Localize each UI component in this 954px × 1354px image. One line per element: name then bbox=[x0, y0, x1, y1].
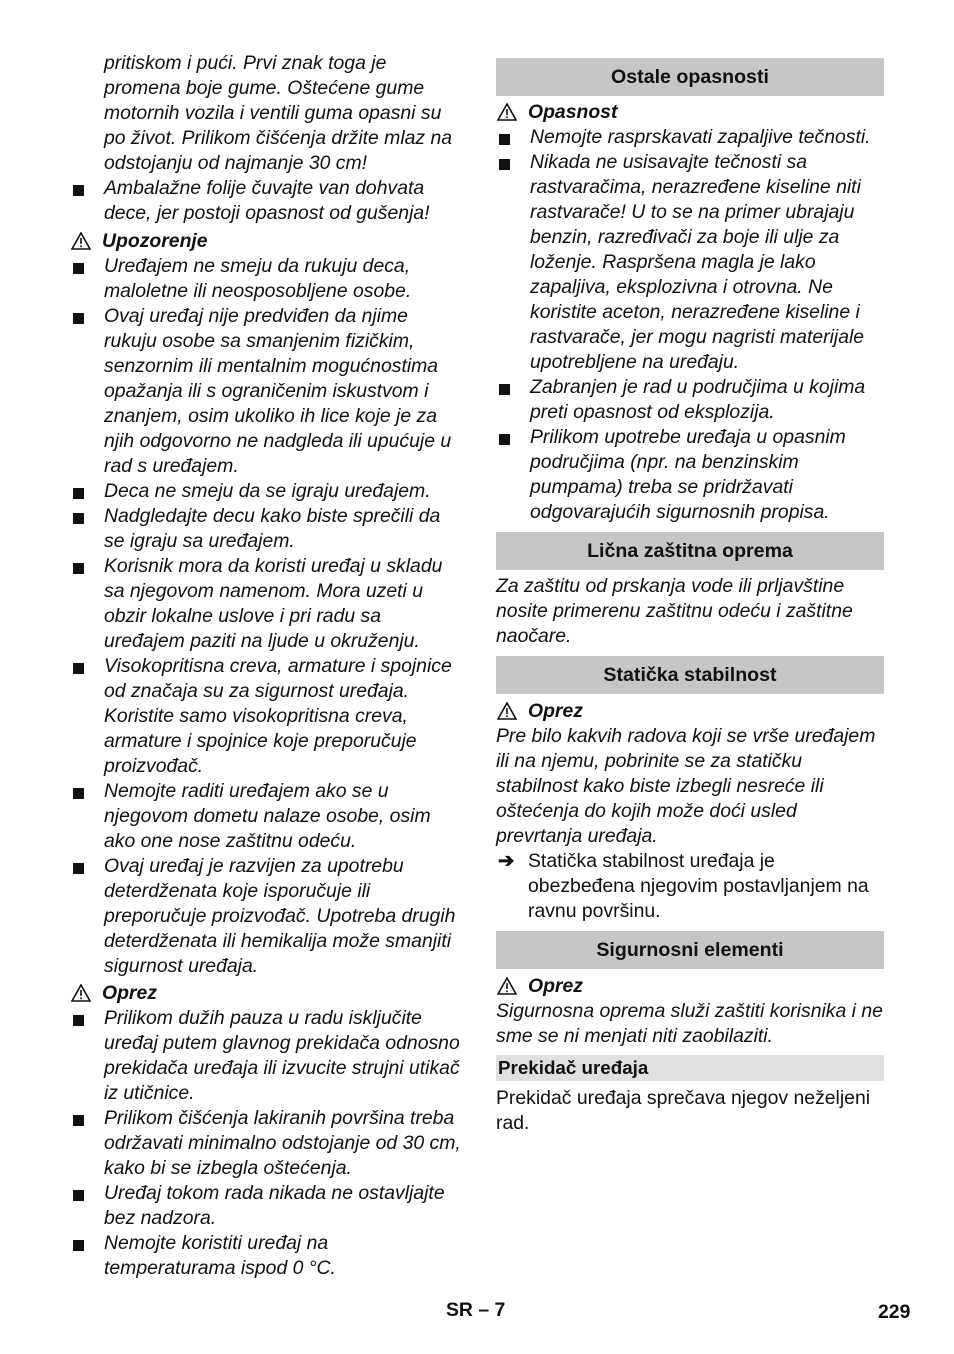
list-item: Nemojte rasprskavati zapaljive tečnosti. bbox=[496, 125, 884, 150]
bullet-square-icon bbox=[73, 1240, 84, 1251]
caution-label: Oprez bbox=[496, 699, 884, 724]
bullet-square-icon bbox=[499, 434, 510, 445]
list-item: Prilikom upotrebe uređaja u opasnim područjima (npr. na benzinskim pumpama) treba se pridržavati odgovarajućih sigurnosnih propisa. bbox=[496, 425, 884, 525]
section-heading-personal-protective-equipment: Lična zaštitna oprema bbox=[496, 532, 884, 570]
warning-triangle-icon bbox=[497, 103, 517, 121]
bullet-square-icon bbox=[73, 488, 84, 499]
section-paragraph: Za zaštitu od prskanja vode ili prljavštine nosite primerenu zaštitnu odeću i zaštitne naočare. bbox=[496, 575, 853, 647]
section-paragraph: Sigurnosna oprema služi zaštiti korisnika i ne sme se ni menjati niti zaobilaziti. bbox=[496, 1000, 883, 1047]
bullet-square-icon bbox=[73, 788, 84, 799]
bullet-square-icon bbox=[499, 134, 510, 145]
bullet-square-icon bbox=[73, 513, 84, 524]
warning-triangle-icon bbox=[497, 702, 517, 720]
list-item: Ovaj uređaj nije predviđen da njime rukuju osobe sa smanjenim fizičkim, senzornim ili mentalnim mogućnostima opažanja ili s ograničenim iskustvom i znanjem, osim ukoliko ih lice koje je za njih odgovorno ne nadgleda ili upućuje u rad s uređajem. bbox=[70, 304, 462, 479]
caution-label: Oprez bbox=[70, 981, 462, 1006]
bullet-square-icon bbox=[499, 384, 510, 395]
list-item: Korisnik mora da koristi uređaj u skladu sa njegovom namenom. Mora uzeti u obzir lokalne uslove i pri radu sa uređajem paziti na ljude u okruženju. bbox=[70, 554, 462, 654]
caution-label: Oprez bbox=[496, 974, 884, 999]
bullet-square-icon bbox=[73, 1115, 84, 1126]
danger-label: Opasnost bbox=[496, 100, 884, 125]
warning-triangle-icon bbox=[71, 984, 91, 1002]
bullet-square-icon bbox=[73, 263, 84, 274]
danger-list bbox=[496, 125, 884, 525]
list-item: Visokopritisna creva, armature i spojnice od značaja su za sigurnost uređaja. Koristite samo visokopritisna creva, armature i spojnice koje preporučuje proizvođač. bbox=[70, 654, 462, 779]
list-item: Uređaj tokom rada nikada ne ostavljajte bez nadzora. bbox=[70, 1181, 462, 1231]
bullet-square-icon bbox=[73, 313, 84, 324]
list-item: Prilikom čišćenja lakiranih površina treba održavati minimalno odstojanje od 30 cm, kako bi se izbegla oštećenja. bbox=[70, 1106, 462, 1181]
list-item: Uređajem ne smeju da rukuju deca, maloletne ili neosposobljene osobe. bbox=[70, 254, 462, 304]
bullet-square-icon bbox=[73, 1015, 84, 1026]
page-number: 229 bbox=[878, 1301, 911, 1323]
warning-triangle-icon bbox=[71, 232, 91, 250]
section-heading-other-hazards: Ostale opasnosti bbox=[496, 58, 884, 96]
instruction-step: ➔ Statička stabilnost uređaja je obezbeđena njegovim postavljanjem na ravnu površinu. bbox=[498, 850, 869, 922]
list-item: Zabranjen je rad u područjima u kojima preti opasnost od eksplozija. bbox=[496, 375, 884, 425]
bullet-square-icon bbox=[73, 563, 84, 574]
bullet-square-icon bbox=[499, 159, 510, 170]
subsection-heading-device-switch: Prekidač uređaja bbox=[496, 1055, 884, 1081]
list-item: Prilikom dužih pauza u radu isključite uređaj putem glavnog prekidača odnosno prekidača uređaja ili izvucite strujni utikač iz utičnice. bbox=[70, 1006, 462, 1106]
list-item: Ambalažne folije čuvajte van dohvata dece, jer postoji opasnost od gušenja! bbox=[70, 176, 462, 226]
section-paragraph: Prekidač uređaja sprečava njegov neželjeni rad. bbox=[496, 1087, 871, 1134]
bullet-square-icon bbox=[73, 863, 84, 874]
caution-list bbox=[70, 1006, 462, 1281]
section-heading-static-stability: Statička stabilnost bbox=[496, 656, 884, 694]
list-item: Nikada ne usisavajte tečnosti sa rastvaračima, nerazređene kiseline niti rastvarače! U to se na primer ubrajaju benzin, razređivači za boje ili ulje za loženje. Raspršena magla je lako zapaljiva, eksplozivna i otrovna. Ne koristite aceton, nerazređene kiseline i rastvarače, jer mogu nagristi materijale upotrebljene na uređaju. bbox=[496, 150, 884, 375]
bullet-square-icon bbox=[73, 1190, 84, 1201]
arrow-right-icon: ➔ bbox=[498, 850, 515, 872]
footer-section-label: SR – 7 bbox=[446, 1299, 506, 1321]
right-column bbox=[496, 58, 884, 1136]
warning-triangle-icon bbox=[497, 977, 517, 995]
intro-paragraph: pritiskom i pući. Prvi znak toga je promena boje gume. Oštećene gume motornih vozila i ventili guma opasni su po život. Prilikom čišćenja držite mlaz na odstojanju od najmanje 30 cm! bbox=[104, 52, 453, 174]
bullet-square-icon bbox=[73, 185, 84, 196]
warning-label: Upozorenje bbox=[70, 229, 462, 254]
section-heading-safety-devices: Sigurnosni elementi bbox=[496, 931, 884, 969]
list-item: Nemojte raditi uređajem ako se u njegovom dometu nalaze osobe, osim ako one nose zaštitnu odeću. bbox=[70, 779, 462, 854]
left-column bbox=[70, 51, 462, 1281]
bullet-square-icon bbox=[73, 663, 84, 674]
list-item: Deca ne smeju da se igraju uređajem. bbox=[70, 479, 462, 504]
warning-list bbox=[70, 254, 462, 979]
list-item: Nemojte koristiti uređaj na temperaturama ispod 0 °C. bbox=[70, 1231, 462, 1281]
section-paragraph: Pre bilo kakvih radova koji se vrše uređajem ili na njemu, pobrinite se za statičku stabilnost kako biste izbegli nesreće ili oštećenja do kojih može doći usled prevrtanja uređaja. bbox=[496, 725, 876, 847]
list-item: Ovaj uređaj je razvijen za upotrebu deterdženata koje isporučuje ili preporučuje proizvođač. Upotreba drugih deterdženata ili hemikalija može smanjiti sigurnost uređaja. bbox=[70, 854, 462, 979]
list-item: Nadgledajte decu kako biste sprečili da se igraju sa uređajem. bbox=[70, 504, 462, 554]
